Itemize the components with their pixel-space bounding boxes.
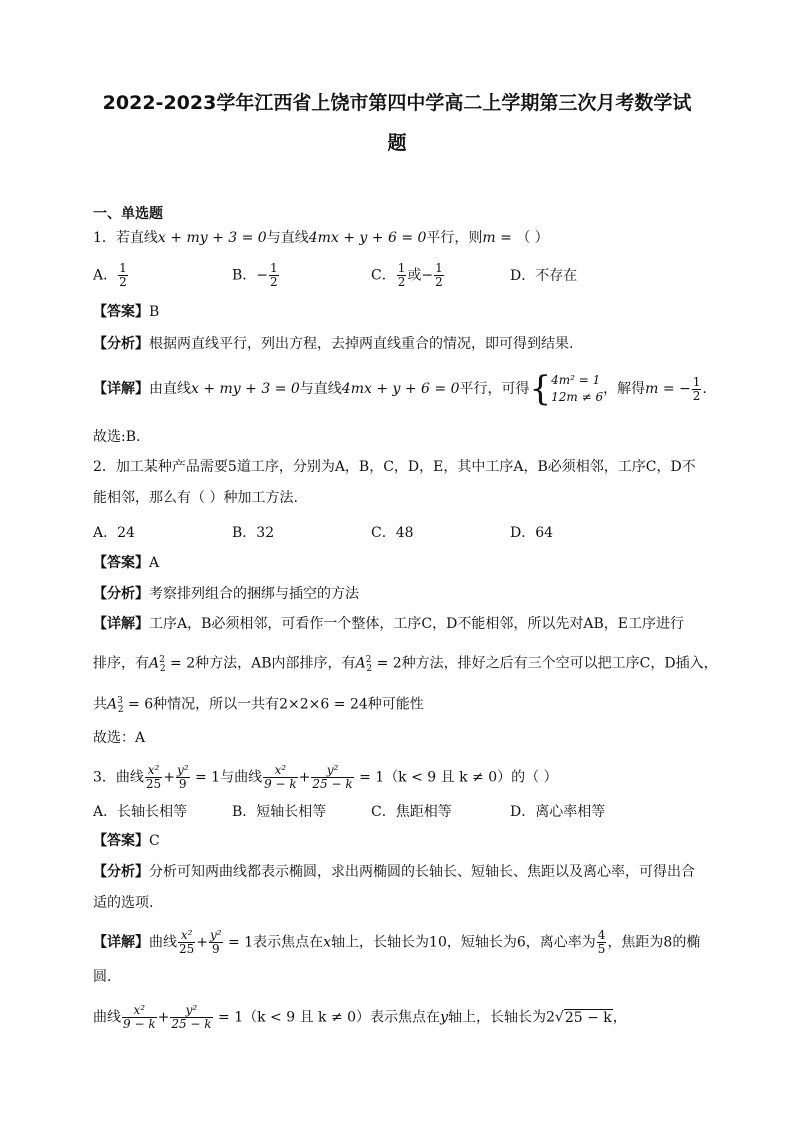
q2-detail-line3: 共$A^3_2 = 6$种情况，所以一共有2×2×6 = 24种可能性 (93, 696, 424, 716)
q1-option-c: C． $\frac{1}{2}$ 或− $\frac{1}{2}$ (371, 261, 443, 289)
q3-option-b: B．短轴长相等 (232, 804, 327, 820)
q2-option-a: A．24 (93, 525, 135, 541)
q3-detail-line3: 曲线 $\frac{\text{x²}}{9 - k}$ + $\frac{\text{y²}}{25 - k}$ = 1（k < 9 且 k ≠ 0）表示焦点在y轴上，长轴长为2√25 − k， (93, 1003, 627, 1031)
q2-answer: 【答案】A (93, 555, 160, 571)
q2-option-c: C．48 (371, 525, 414, 541)
q3-detail-line1: 【详解】曲线 $\frac{\text{x²}}{25}$ + $\frac{\text{y²}}{9}$ = 1表示焦点在x轴上，长轴长为10，短轴长为6，离心率为 $\frac{4}{5}$ ，焦距为8的椭 (93, 928, 701, 956)
q1-stem: 1．若直线x + my + 3 = 0与直线4mx + y + 6 = 0平行，则m = （ ） (93, 230, 549, 246)
q2-stem-line1: 2．加工某种产品需要5道工序，分别为A，B，C，D，E，其中工序A，B必须相邻，工序C，D不 (93, 459, 696, 475)
q1-option-a: A． $\frac{1}{2}$ (93, 261, 127, 289)
q3-option-c: C．焦距相等 (371, 804, 452, 820)
q3-option-d: D．离心率相等 (510, 804, 606, 820)
q2-stem-line2: 能相邻，那么有（ ）种加工方法. (93, 490, 298, 506)
q2-detail-line2: 排序，有$A^2_2 = 2$种方法，AB内部排序，有$A^2_2 = 2$种方法，排好之后有三个空可以把工序C，D插入， (93, 655, 718, 675)
q3-analysis-line1: 【分析】分析可知两曲线都表示椭圆，求出两椭圆的长轴长、短轴长、焦距以及离心率，可得出合 (93, 864, 695, 880)
q1-equation-system: { 4m² = 1 12m ≠ 6 (529, 369, 604, 409)
doc-title-line1: 2022-2023学年江西省上饶市第四中学高二上学期第三次月考数学试 (102, 92, 692, 114)
q1-analysis: 【分析】根据两直线平行，列出方程，去掉两直线重合的情况，即可得到结果. (93, 336, 574, 352)
sqrt-expression: 25 − k (564, 1009, 612, 1026)
q2-option-b: B．32 (232, 525, 275, 541)
doc-title-line2: 题 (387, 132, 407, 154)
q3-answer: 【答案】C (93, 833, 160, 849)
q2-analysis: 【分析】考察排列组合的捆绑与插空的方法 (93, 586, 359, 602)
q1-detail: 【详解】由直线x + my + 3 = 0与直线4mx + y + 6 = 0平行，可得 { 4m² = 1 12m ≠ 6 ，解得m = − $\frac{1}{2}$ . (93, 369, 707, 409)
section-heading: 一、单选题 (93, 206, 163, 222)
q2-option-d: D．64 (510, 525, 554, 541)
q1-option-d: D．不存在 (510, 268, 578, 284)
q3-stem: 3．曲线 $\frac{\text{x²}}{25}$ + $\frac{\text{y²}}{9}$ = 1与曲线 $\frac{\text{x²}}{9 - k}$ + $\frac{\text{y²}}{25 - k}$ = 1（k < 9 且 k ≠ 0）的（ ） (93, 763, 558, 791)
q3-detail-line2: 圆. (93, 969, 112, 985)
q1-conclusion: 故选:B. (93, 429, 141, 445)
q2-conclusion: 故选：A (93, 730, 146, 746)
q2-detail-line1: 【详解】工序A，B必须相邻，可看作一个整体，工序C，D不能相邻，所以先对AB，E工序进行 (93, 616, 684, 632)
q1-answer: 【答案】B (93, 304, 160, 320)
q3-option-a: A．长轴长相等 (93, 804, 188, 820)
q3-analysis-line2: 适的选项. (93, 895, 154, 911)
q1-option-b: B．− $\frac{1}{2}$ (232, 261, 278, 289)
